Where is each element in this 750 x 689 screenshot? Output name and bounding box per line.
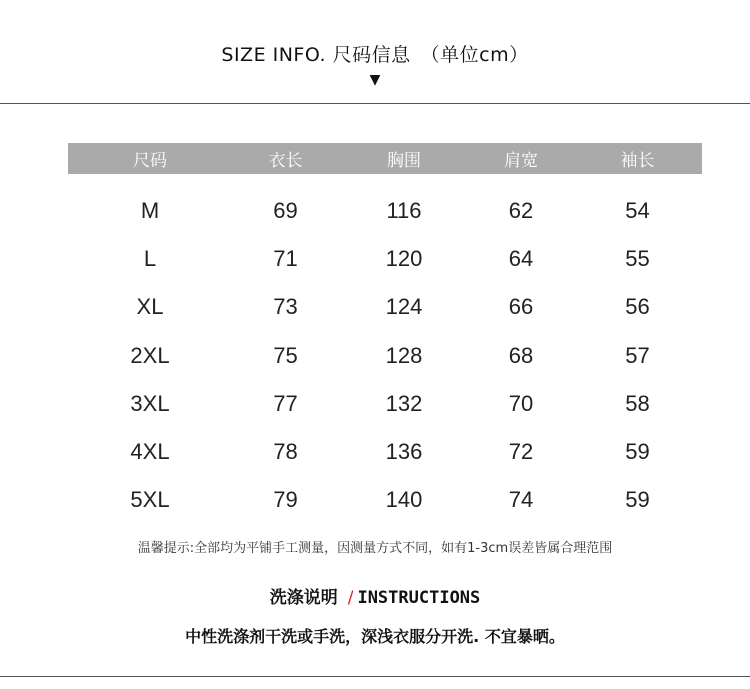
table-cell: 4XL [130, 439, 170, 465]
table-cell: 73 [273, 294, 298, 320]
table-cell: 69 [273, 198, 298, 224]
top-divider [0, 103, 750, 104]
table-cell: 128 [385, 342, 423, 368]
column-header-length: 衣长 [268, 151, 303, 171]
table-cell: 77 [273, 390, 298, 416]
table-row [68, 187, 702, 235]
slash-separator: / [347, 588, 354, 608]
measurement-note: 温馨提示:全部均为平铺手工测量，因测量方式不同，如有1-3cm误差皆属合理范围 [137, 541, 613, 556]
table-cell: 57 [625, 342, 650, 368]
table-cell: 2XL [130, 342, 170, 368]
table-cell: 132 [385, 390, 423, 416]
table-cell: 120 [385, 246, 423, 272]
page-title [0, 40, 750, 67]
table-row [68, 380, 702, 428]
instructions-heading-en: INSTRUCTIONS [357, 588, 481, 608]
size-table-body [68, 187, 702, 524]
table-row [68, 332, 702, 380]
table-cell: 116 [386, 198, 422, 224]
table-cell: M [140, 198, 160, 224]
table-cell: 124 [385, 294, 423, 320]
table-cell: 3XL [130, 390, 170, 416]
table-row [68, 476, 702, 524]
table-cell: 78 [273, 439, 298, 465]
table-cell: 70 [508, 390, 534, 416]
table-cell: 64 [508, 246, 534, 272]
size-table [68, 143, 702, 524]
column-header-size: 尺码 [133, 151, 167, 171]
instructions-heading [0, 583, 750, 608]
table-cell: 140 [385, 487, 423, 513]
title-text: SIZE INFO. 尺码信息 [221, 44, 411, 66]
table-cell: 54 [625, 198, 650, 224]
table-cell: 136 [385, 439, 423, 465]
column-header-shoulder: 肩宽 [504, 151, 538, 171]
table-cell: 56 [625, 294, 650, 320]
unit-text: （单位cm） [420, 44, 529, 66]
table-row [68, 428, 702, 476]
instructions-heading-cn: 洗涤说明 [269, 588, 338, 608]
table-cell: L [143, 246, 157, 272]
size-table-header [68, 143, 702, 174]
bottom-divider [0, 676, 750, 677]
table-cell: 79 [273, 487, 298, 513]
table-cell: 59 [625, 487, 650, 513]
column-header-chest: 胸围 [387, 151, 421, 171]
table-cell: 71 [273, 246, 298, 272]
table-cell: 62 [508, 198, 534, 224]
table-cell: 75 [273, 342, 298, 368]
table-row [68, 283, 702, 331]
table-cell: 74 [508, 487, 534, 513]
column-header-sleeve: 袖长 [620, 151, 655, 171]
table-cell: 68 [508, 342, 534, 368]
table-cell: 58 [625, 390, 650, 416]
table-cell: 55 [625, 246, 650, 272]
table-row [68, 235, 702, 283]
table-cell: 72 [508, 439, 534, 465]
table-cell: XL [136, 294, 164, 320]
table-cell: 5XL [130, 487, 170, 513]
table-cell: 59 [625, 439, 650, 465]
table-cell: 66 [508, 294, 534, 320]
instructions-text: 中性洗涤剂干洗或手洗，深浅衣服分开洗. 不宜暴晒。 [185, 627, 565, 646]
arrow-down-icon: ▼ [369, 72, 381, 88]
